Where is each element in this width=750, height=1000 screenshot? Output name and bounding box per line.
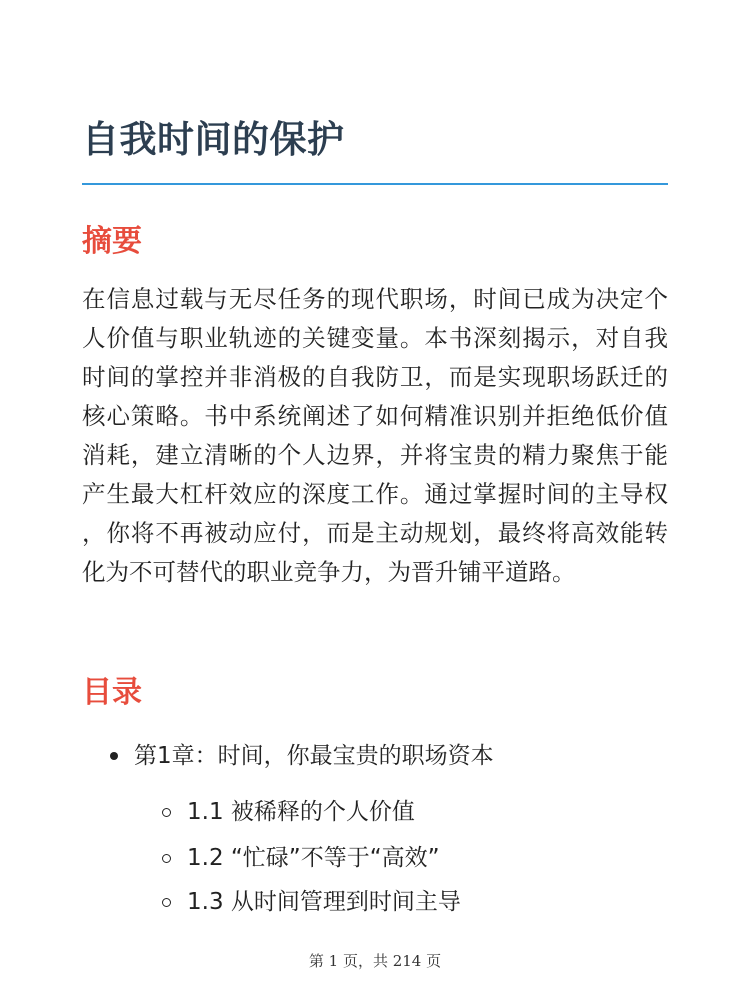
bullet-circle-icon [162,898,171,907]
toc-section-label: 1.3 从时间管理到时间主导 [187,889,461,915]
abstract-heading: 摘要 [82,224,142,259]
bullet-circle-icon [162,808,171,817]
toc-chapter-item [110,738,494,774]
page-number-footer: 第 1 页，共 214 页 [308,952,442,970]
title-divider [82,183,668,185]
toc-section-item [162,794,415,830]
bullet-disc-icon [110,752,118,760]
bullet-circle-icon [162,854,171,863]
abstract-paragraph: 在信息过载与无尽任务的现代职场，时间已成为决定个人价值与职业轨迹的关键变量。本书深刻揭示，对自我时间的掌控并非消极的自我防卫，而是实现职场跃迁的核心策略。书中系统阐述了如何精准识别并拒绝低价值消耗，建立清晰的个人边界，并将宝贵的精力聚焦于能产生最大杠杆效应的深度工作。通过掌握时间的主导权，你将不再被动应付，而是主动规划，最终将高效能转化为不可替代的职业竞争力，为晋升铺平道路。 [82,285,668,586]
toc-section-item [162,884,461,920]
toc-heading: 目录 [82,675,142,710]
document-title: 自我时间的保护 [82,118,345,161]
toc-section-label: 1.2 “忙碌”不等于“高效” [187,845,440,871]
toc-chapter-label: 第1章：时间，你最宝贵的职场资本 [134,743,494,769]
toc-section-item [162,840,440,876]
toc-section-label: 1.1 被稀释的个人价值 [187,799,415,825]
